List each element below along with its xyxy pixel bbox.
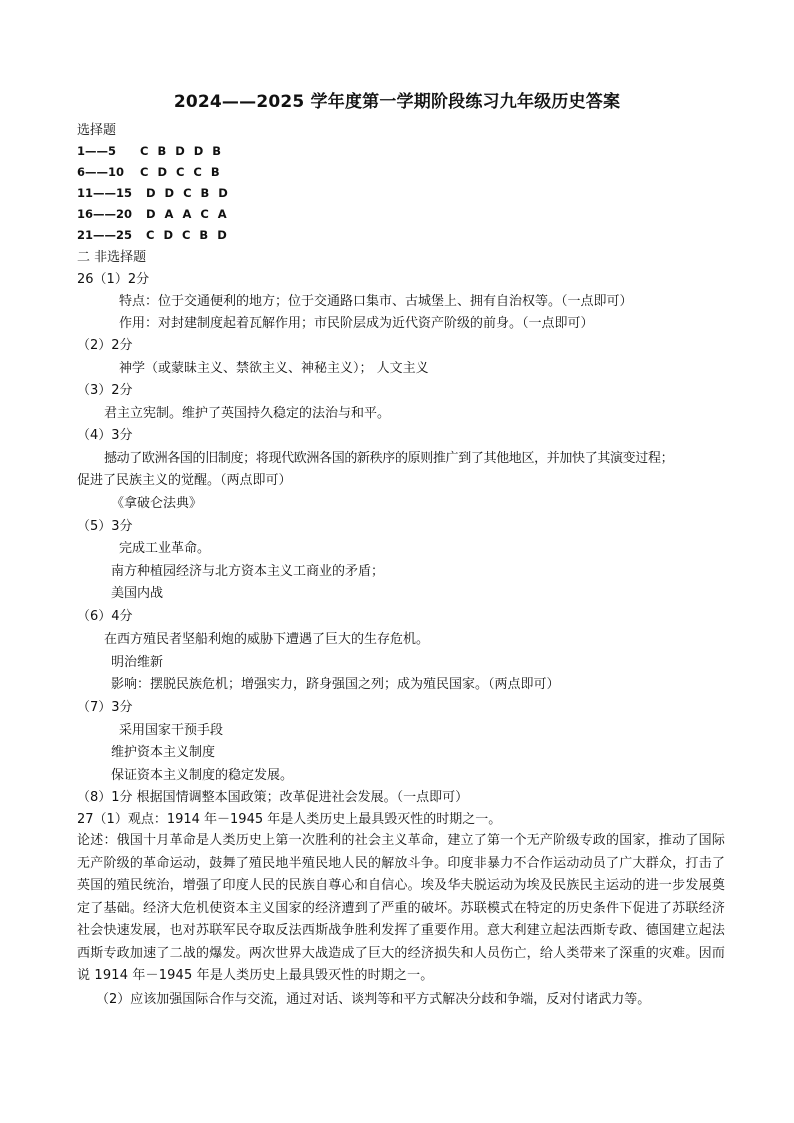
q26-6-body-line2: 明治维新 bbox=[111, 655, 164, 670]
q27-1-view: 27（1）观点：1914 年－1945 年是人类历史上最具毁灭性的时期之一。 bbox=[77, 812, 502, 827]
q26-7-body-line1: 采用国家干预手段 bbox=[119, 723, 224, 738]
q26-1-feature: 特点：位于交通便利的地方；位于交通路口集市、古城堡上、拥有自治权等。（一点即可） bbox=[119, 294, 633, 309]
q26-5-header: （5）3分 bbox=[77, 519, 133, 534]
q26-7-body-line3: 保证资本主义制度的稳定发展。 bbox=[111, 768, 294, 783]
choice-range: 11——15 bbox=[77, 186, 133, 200]
choice-range: 1——5 bbox=[77, 144, 117, 158]
q26-4-body-line2: 促进了民族主义的觉醒。（两点即可） bbox=[77, 473, 292, 488]
q26-1-effect: 作用：对封建制度起着瓦解作用；市民阶层成为近代资产阶级的前身。（一点即可） bbox=[119, 316, 594, 331]
q26-6-header: （6）4分 bbox=[77, 609, 133, 624]
q26-4-body-line3: 《拿破仑法典》 bbox=[111, 496, 203, 511]
choice-answers: C D C C B bbox=[140, 165, 223, 179]
q26-3-header: （3）2分 bbox=[77, 383, 133, 398]
q26-7-header: （7）3分 bbox=[77, 700, 133, 715]
q26-3-body: 君主立宪制。维护了英国持久稳定的法治与和平。 bbox=[104, 406, 391, 421]
q26-8-line: （8）1分 根据国情调整本国政策；改革促进社会发展。（一点即可） bbox=[77, 790, 469, 805]
q26-4-body-line1: 撼动了欧洲各国的旧制度；将现代欧洲各国的新秩序的原则推广到了其他地区，并加快了其演变过程； bbox=[104, 451, 674, 466]
q26-7-body-line2: 维护资本主义制度 bbox=[111, 745, 216, 760]
q27-1-argument: 论述：俄国十月革命是人类历史上第一次胜利的社会主义革命，建立了第一个无产阶级专政的国家，推动了国际无产阶级的革命运动，鼓舞了殖民地半殖民地人民的解放斗争。印度非暴力不合作运动动员了广大群众，打击了英国的殖民统治，增强了印度人民的民族自尊心和自信心。埃及华夫脱运动为埃及民族民主运动的进一步发展奠定了基础。经济大危机使资本主义国家的经济遭到了严重的破坏。苏联模式在特定的历史条件下促进了苏联经济社会快速发展，也对苏联军民夺取反法西斯战争胜利发挥了重要作用。意大利建立起法西斯专政、德国建立起法西斯专政加速了二战的爆发。两次世界大战造成了巨大的经济损失和人员伤亡，给人类带来了深重的灾难。因而说 1914 年－1945 年是人类历史上最具毁灭性的时期之一。 bbox=[77, 833, 725, 983]
q26-header: 26（1）2分 bbox=[77, 272, 150, 287]
section-choice-heading: 选择题 bbox=[77, 123, 117, 138]
q26-6-body-line3: 影响：摆脱民族危机；增强实力，跻身强国之列；成为殖民国家。（两点即可） bbox=[111, 677, 560, 692]
q26-2-header: （2）2分 bbox=[77, 338, 133, 353]
choice-range: 16——20 bbox=[77, 207, 133, 221]
page-title: 2024——2025 学年度第一学期阶段练习九年级历史答案 bbox=[173, 92, 621, 112]
choice-range: 21——25 bbox=[77, 228, 133, 242]
choice-range: 6——10 bbox=[77, 165, 125, 179]
q27-2-answer: （2）应该加强国际合作与交流，通过对话、谈判等和平方式解决分歧和争端，反对付诸武力等。 bbox=[96, 992, 651, 1007]
q26-5-body-line3: 美国内战 bbox=[111, 586, 164, 601]
q26-5-body-line1: 完成工业革命。 bbox=[119, 541, 211, 556]
q26-4-header: （4）3分 bbox=[77, 428, 133, 443]
choice-answers: D A A C A bbox=[146, 207, 230, 221]
choice-answers: C B D D B bbox=[140, 144, 224, 158]
q26-5-body-line2: 南方种植园经济与北方资本主义工商业的矛盾； bbox=[111, 564, 385, 579]
section-non-choice-heading: 二 非选择题 bbox=[77, 250, 147, 265]
q26-2-body: 神学（或蒙昧主义、禁欲主义、神秘主义）； 人文主义 bbox=[119, 361, 429, 376]
choice-answers: C D C B D bbox=[146, 228, 230, 242]
choice-answers: D D C B D bbox=[146, 186, 231, 200]
q26-6-body-line1: 在西方殖民者坚船利炮的威胁下遭遇了巨大的生存危机。 bbox=[104, 632, 430, 647]
